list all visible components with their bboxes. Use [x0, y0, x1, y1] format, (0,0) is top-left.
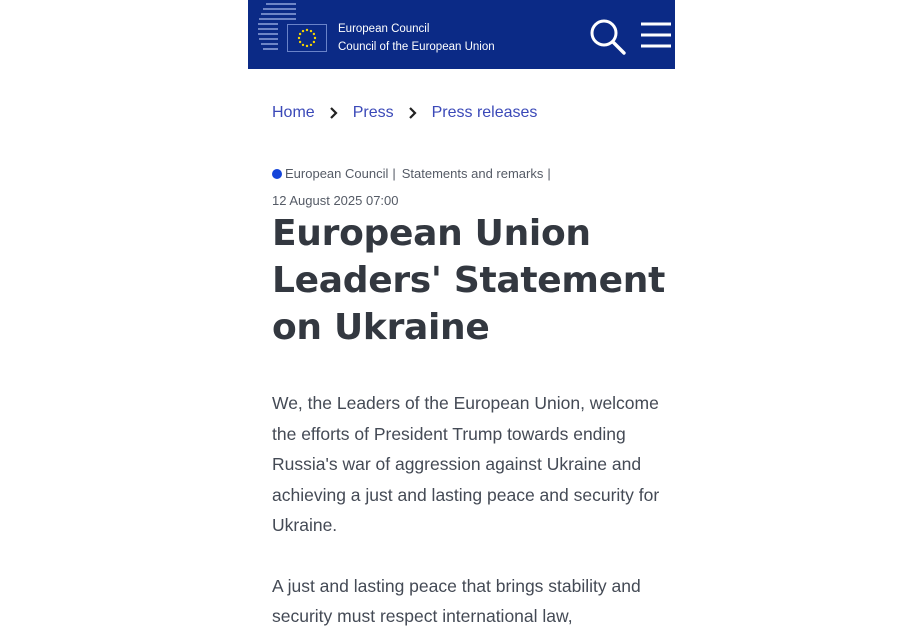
menu-button[interactable]: [639, 20, 673, 50]
article-paragraph: A just and lasting peace that brings stability and security must respect international law,: [272, 575, 641, 626]
article-meta: [272, 160, 662, 214]
article-tags: [272, 160, 662, 187]
chevron-right-icon: [402, 106, 424, 120]
article-date: 12 August 2025 07:00: [272, 193, 399, 208]
mobile-viewport: [248, 0, 675, 630]
breadcrumb-press[interactable]: Press: [352, 104, 394, 121]
breadcrumb-press-releases[interactable]: Press releases: [431, 104, 538, 121]
org-name-line2: Council of the European Union: [338, 41, 495, 53]
breadcrumb: [272, 100, 537, 126]
article-category[interactable]: European Council: [285, 166, 389, 181]
eu-flag-icon: [287, 24, 327, 52]
site-header: [248, 0, 675, 69]
search-button[interactable]: [588, 17, 628, 57]
european-council-logo[interactable]: [256, 0, 516, 60]
meta-separator: |: [547, 166, 551, 181]
logo-text: [338, 20, 495, 56]
search-icon: [588, 17, 628, 57]
article-paragraph: We, the Leaders of the European Union, welcome the efforts of President Trump towards ending Russia's war of aggression against Ukraine and achieving a just and lasting peace and security for Ukraine.: [272, 393, 660, 535]
page-title: European Union Leaders' Statement on Ukraine: [272, 213, 665, 348]
org-name-line1: European Council: [338, 23, 430, 35]
breadcrumb-home[interactable]: Home: [272, 104, 315, 121]
meta-separator: |: [392, 166, 396, 181]
article-body: [272, 388, 667, 630]
chevron-right-icon: [323, 106, 345, 120]
category-dot-icon: [272, 169, 282, 179]
hamburger-menu-icon: [639, 20, 673, 50]
article-type[interactable]: Statements and remarks: [401, 166, 544, 181]
